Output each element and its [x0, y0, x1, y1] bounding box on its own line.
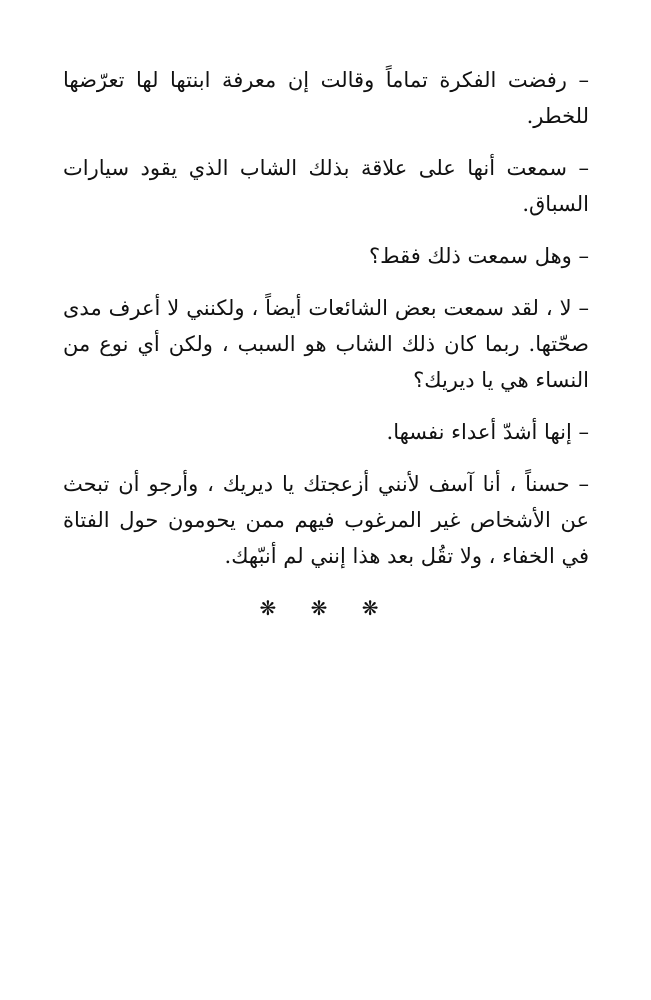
paragraph-3: – وهل سمعت ذلك فقط؟: [369, 244, 589, 268]
paragraph-5: – إنها أشدّ أعداء نفسها.: [386, 420, 589, 444]
book-page: [63, 62, 589, 626]
section-separator: ❋ ❋ ❋: [259, 596, 393, 620]
paragraph-1: – رفضت الفكرة تماماً وقالت إن معرفة ابنتها لها تعرّضها للخطر.: [63, 68, 589, 128]
paragraph-6: – حسناً ، أنا آسف لأنني أزعجتك يا ديريك ، وأرجو أن تبحث عن الأشخاص غير المرغوب فيهم ممن يحومون حول الفتاة في الخفاء ، ولا تقُل بعد هذا إنني لم أنبّهك.: [63, 472, 589, 568]
paragraph-2: – سمعت أنها على علاقة بذلك الشاب الذي يقود سيارات السباق.: [63, 156, 589, 216]
paragraph-4: – لا ، لقد سمعت بعض الشائعات أيضاً ، ولكنني لا أعرف مدى صحّتها. ربما كان ذلك الشاب هو السبب ، ولكن أي نوع من النساء هي يا ديريك؟: [63, 296, 589, 392]
